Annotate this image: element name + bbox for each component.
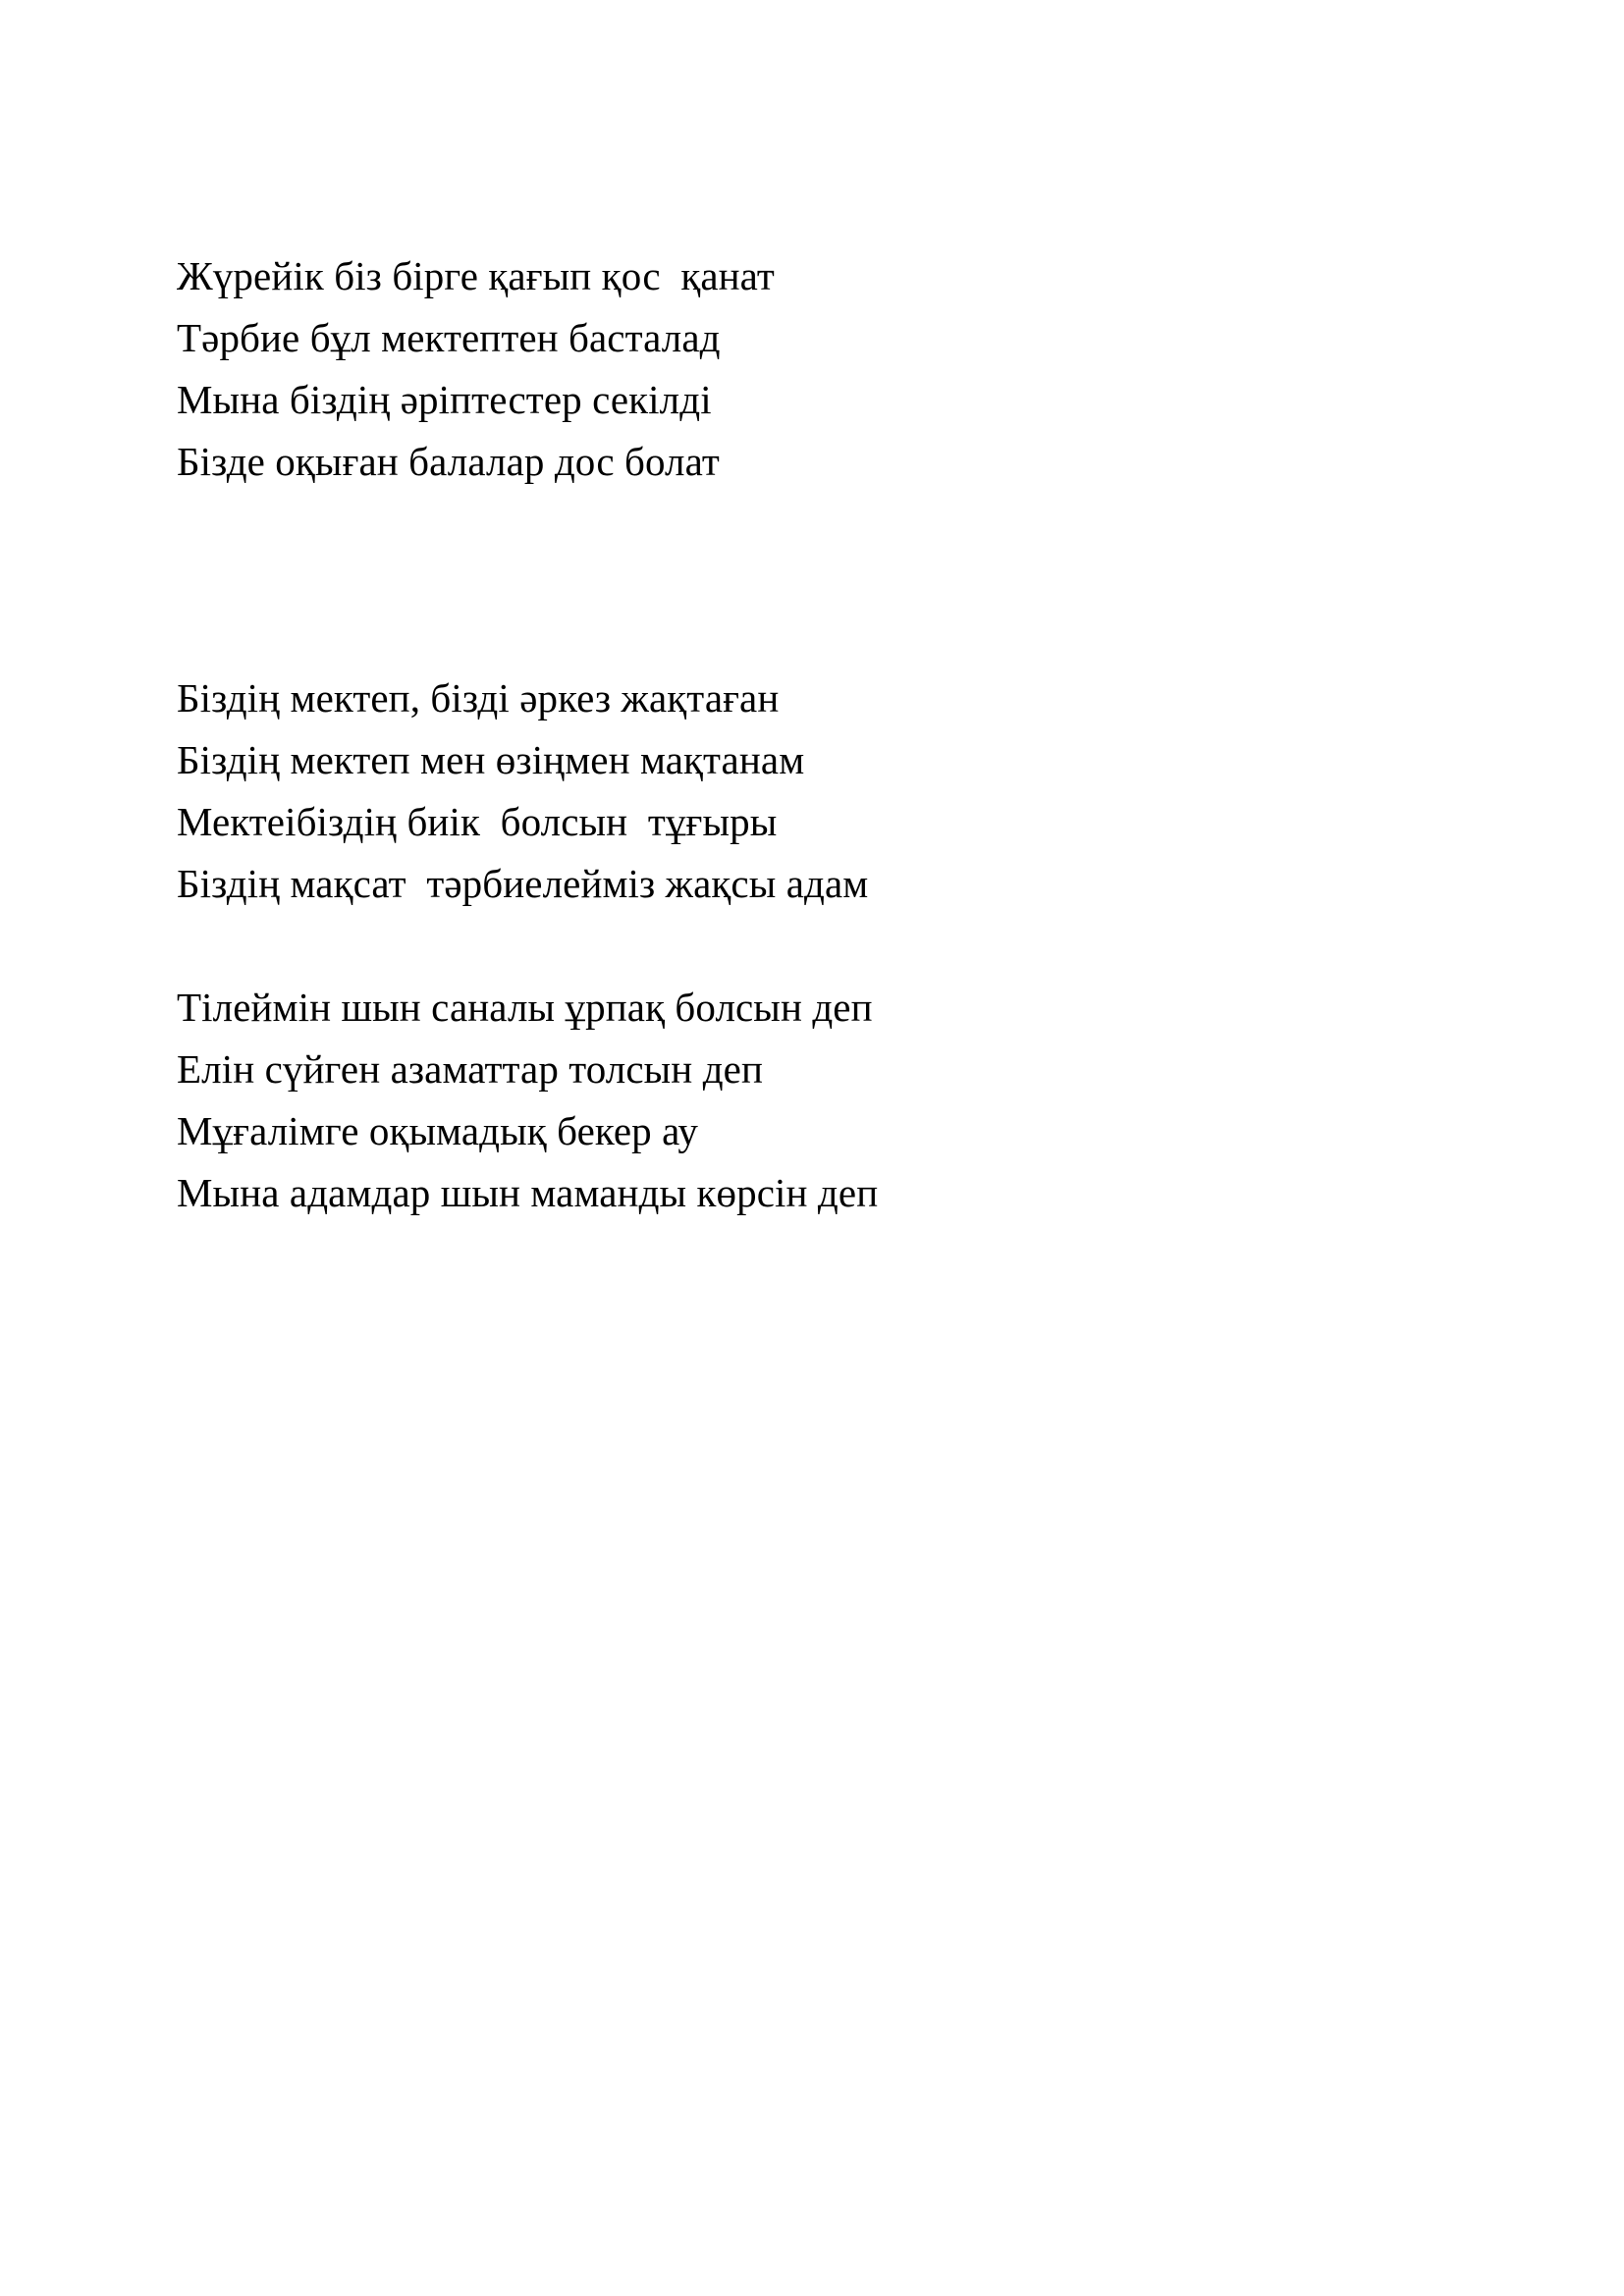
verse-line: Мектеібіздің биік болсын тұғыры — [177, 799, 778, 844]
verse-line: Мына біздің әріптестер секілді — [177, 377, 712, 422]
verse-line: Біздің мақсат тәрбиелейміз жақсы адам — [177, 861, 869, 906]
verse-line: Елін сүйген азаматтар толсын деп — [177, 1046, 763, 1092]
verse-line: Бізде оқыған балалар дос болат — [177, 439, 720, 484]
verse-line: Біздің мектеп мен өзіңмен мақтанам — [177, 737, 805, 782]
verse-line: Біздің мектеп, бізді әркез жақтаған — [177, 675, 780, 721]
document-body — [177, 245, 1257, 1224]
verse-line: Жүрейік біз бірге қағып қос қанат — [177, 253, 775, 298]
stanza-3 — [177, 977, 1257, 1224]
stanza-gap — [177, 915, 1257, 977]
verse-line: Мына адамдар шын маманды көрсін деп — [177, 1170, 879, 1215]
verse-line: Тілеймін шын саналы ұрпақ болсын деп — [177, 985, 873, 1030]
stanza-gap — [177, 493, 1257, 667]
verse-line: Мұғалімге оқымадық бекер ау — [177, 1108, 698, 1153]
stanza-2 — [177, 667, 1257, 915]
stanza-1 — [177, 245, 1257, 493]
verse-line: Тәрбие бұл мектептен басталад — [177, 315, 721, 360]
